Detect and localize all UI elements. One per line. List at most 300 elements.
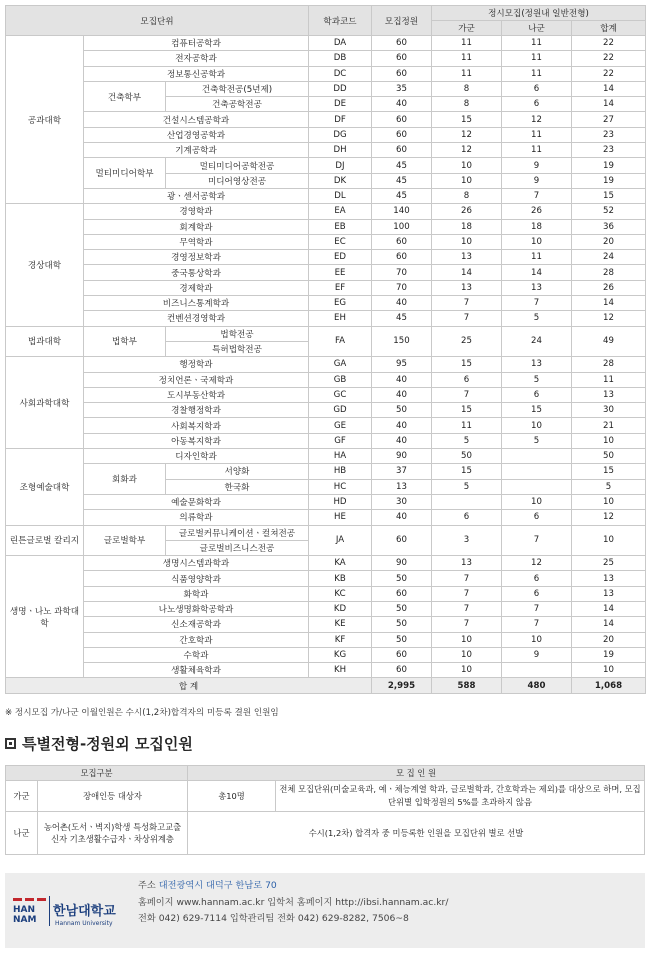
dept-ga: 3 bbox=[432, 525, 502, 556]
dept-code: HD bbox=[309, 494, 372, 509]
dept-na: 6 bbox=[502, 586, 572, 601]
dept-code: DF bbox=[309, 112, 372, 127]
dept-name: 화학과 bbox=[84, 586, 309, 601]
dept-quota: 70 bbox=[372, 280, 432, 295]
dept-ga: 7 bbox=[432, 601, 502, 616]
dept-na: 11 bbox=[502, 36, 572, 51]
table-row bbox=[6, 510, 646, 525]
dept-name: 경제학과 bbox=[84, 280, 309, 295]
dept-code: DJ bbox=[309, 158, 372, 173]
dept-ga: 13 bbox=[432, 250, 502, 265]
table-row bbox=[6, 663, 646, 678]
admission-link[interactable]: http://ibsi.hannam.ac.kr/ bbox=[335, 896, 449, 908]
dept-code: HA bbox=[309, 449, 372, 464]
dept-na: 24 bbox=[502, 326, 572, 357]
table-row bbox=[6, 112, 646, 127]
dept-name: 건축학전공(5년제) bbox=[166, 81, 309, 96]
dept-name: 글로벌비즈니스전공 bbox=[166, 540, 309, 555]
dept-code: HC bbox=[309, 479, 372, 494]
dept-name: 생명시스템과학과 bbox=[84, 556, 309, 571]
category-label: 농어촌(도서ㆍ벽지)학생 특성화고교출신자 기초생활수급자ㆍ차상위계층 bbox=[38, 812, 188, 855]
dept-sum: 13 bbox=[572, 387, 646, 402]
dept-quota: 60 bbox=[372, 112, 432, 127]
dept-ga: 6 bbox=[432, 510, 502, 525]
svg-text:한남대학교: 한남대학교 bbox=[53, 904, 116, 919]
dept-name: 예술문화학과 bbox=[84, 494, 309, 509]
table-row bbox=[6, 311, 646, 326]
table-row bbox=[6, 143, 646, 158]
college-name: 경상대학 bbox=[6, 204, 84, 326]
dept-na: 18 bbox=[502, 219, 572, 234]
dept-name: 중국통상학과 bbox=[84, 265, 309, 280]
dept-ga: 13 bbox=[432, 556, 502, 571]
dept-quota: 95 bbox=[372, 357, 432, 372]
table-row bbox=[6, 571, 646, 586]
dept-ga bbox=[432, 494, 502, 509]
dept-code: GD bbox=[309, 403, 372, 418]
table-row bbox=[6, 36, 646, 51]
dept-sum: 5 bbox=[572, 479, 646, 494]
dept-quota: 60 bbox=[372, 586, 432, 601]
dept-ga: 8 bbox=[432, 188, 502, 203]
svg-text:HAN: HAN bbox=[13, 905, 36, 915]
homepage-line bbox=[138, 895, 448, 912]
dept-ga: 8 bbox=[432, 81, 502, 96]
dept-sum: 15 bbox=[572, 464, 646, 479]
dept-name: 경영정보학과 bbox=[84, 250, 309, 265]
dept-sum: 14 bbox=[572, 601, 646, 616]
header-quota: 모집정원 bbox=[372, 6, 432, 36]
dept-ga: 10 bbox=[432, 663, 502, 678]
dept-quota: 45 bbox=[372, 173, 432, 188]
dept-code: DG bbox=[309, 127, 372, 142]
dept-sum: 23 bbox=[572, 143, 646, 158]
dept-name: 회계학과 bbox=[84, 219, 309, 234]
table-row bbox=[6, 781, 645, 812]
dept-quota: 40 bbox=[372, 97, 432, 112]
dept-code: GC bbox=[309, 387, 372, 402]
dept-code: EF bbox=[309, 280, 372, 295]
dept-quota: 50 bbox=[372, 632, 432, 647]
dept-quota: 40 bbox=[372, 372, 432, 387]
table-row bbox=[6, 418, 646, 433]
section-title-text: 특별전형-정원외 모집인원 bbox=[22, 735, 193, 753]
table-row bbox=[6, 494, 646, 509]
dept-ga: 7 bbox=[432, 571, 502, 586]
dept-code: DC bbox=[309, 66, 372, 81]
table-row bbox=[6, 250, 646, 265]
dept-code: GE bbox=[309, 418, 372, 433]
dept-name: 정보통신공학과 bbox=[84, 66, 309, 81]
dept-code: ED bbox=[309, 250, 372, 265]
team-phone-value: 042) 629-8282, 7506~8 bbox=[297, 913, 409, 924]
dept-code: DB bbox=[309, 51, 372, 66]
dept-name: 아동복지학과 bbox=[84, 433, 309, 448]
dept-ga: 10 bbox=[432, 173, 502, 188]
dept-name: 비즈니스통계학과 bbox=[84, 296, 309, 311]
total-ga: 588 bbox=[432, 678, 502, 693]
dept-code: EA bbox=[309, 204, 372, 219]
table-row bbox=[6, 812, 645, 855]
table-row bbox=[6, 556, 646, 571]
dept-ga: 15 bbox=[432, 464, 502, 479]
footer bbox=[5, 873, 645, 948]
dept-ga: 25 bbox=[432, 326, 502, 357]
dept-quota: 50 bbox=[372, 601, 432, 616]
dept-sum: 21 bbox=[572, 418, 646, 433]
table-row bbox=[6, 280, 646, 295]
dept-quota: 150 bbox=[372, 326, 432, 357]
dept-sum: 11 bbox=[572, 372, 646, 387]
total-sum: 1,068 bbox=[572, 678, 646, 693]
dept-code: HB bbox=[309, 464, 372, 479]
dept-ga: 11 bbox=[432, 66, 502, 81]
group-label: 가군 bbox=[6, 781, 38, 812]
description: 전체 모집단위(미술교육과, 예ㆍ체능계열 학과, 글로벌학과, 간호학과는 제외)를 대상으로 하며, 모집단위별 입학정원의 5%를 초과하지 않음 bbox=[276, 781, 645, 812]
dept-quota: 13 bbox=[372, 479, 432, 494]
dept-name: 경찰행정학과 bbox=[84, 403, 309, 418]
table-header bbox=[6, 6, 646, 36]
dept-sum: 19 bbox=[572, 158, 646, 173]
section-title bbox=[5, 733, 193, 754]
dept-sum: 22 bbox=[572, 66, 646, 81]
dept-sum: 24 bbox=[572, 250, 646, 265]
address-line bbox=[138, 878, 448, 895]
dept-quota: 40 bbox=[372, 296, 432, 311]
dept-quota: 37 bbox=[372, 464, 432, 479]
group-label: 나군 bbox=[6, 812, 38, 855]
division-name: 글로벌학부 bbox=[84, 525, 166, 556]
dept-ga: 5 bbox=[432, 479, 502, 494]
dept-code: DD bbox=[309, 81, 372, 96]
header-sum: 합계 bbox=[572, 21, 646, 36]
college-name: 법과대학 bbox=[6, 326, 84, 357]
dept-code: KH bbox=[309, 663, 372, 678]
dept-quota: 50 bbox=[372, 571, 432, 586]
dept-name: 특허법학전공 bbox=[166, 341, 309, 356]
dept-sum: 12 bbox=[572, 510, 646, 525]
table-row bbox=[6, 525, 646, 540]
dept-na: 9 bbox=[502, 158, 572, 173]
dept-name: 서양화 bbox=[166, 464, 309, 479]
dept-ga: 7 bbox=[432, 296, 502, 311]
dept-na: 11 bbox=[502, 127, 572, 142]
dept-name: 생활체육학과 bbox=[84, 663, 309, 678]
dept-name: 건축공학전공 bbox=[166, 97, 309, 112]
dept-na: 5 bbox=[502, 372, 572, 387]
division-name: 멀티미디어학부 bbox=[84, 158, 166, 189]
college-name: 공과대학 bbox=[6, 36, 84, 204]
header-ga: 가군 bbox=[432, 21, 502, 36]
dept-quota: 40 bbox=[372, 387, 432, 402]
admission-label: 입학처 홈페이지 bbox=[267, 896, 333, 908]
table-row bbox=[6, 219, 646, 234]
dept-na: 6 bbox=[502, 510, 572, 525]
hannam-logo-icon bbox=[13, 890, 133, 934]
dept-code: KC bbox=[309, 586, 372, 601]
total-row bbox=[6, 678, 646, 693]
dept-na: 7 bbox=[502, 601, 572, 616]
dept-name: 한국화 bbox=[166, 479, 309, 494]
dept-quota: 60 bbox=[372, 647, 432, 662]
dept-na: 10 bbox=[502, 418, 572, 433]
dept-quota: 30 bbox=[372, 494, 432, 509]
table-row bbox=[6, 632, 646, 647]
dept-sum: 23 bbox=[572, 127, 646, 142]
dept-sum: 14 bbox=[572, 81, 646, 96]
dept-quota: 60 bbox=[372, 525, 432, 556]
dept-na: 11 bbox=[502, 51, 572, 66]
dept-ga: 15 bbox=[432, 403, 502, 418]
count-label: 총10명 bbox=[188, 781, 276, 812]
dept-sum: 14 bbox=[572, 97, 646, 112]
table-row bbox=[6, 601, 646, 616]
dept-ga: 7 bbox=[432, 586, 502, 601]
dept-sum: 50 bbox=[572, 449, 646, 464]
dept-na: 13 bbox=[502, 357, 572, 372]
dept-ga: 7 bbox=[432, 387, 502, 402]
dept-quota: 70 bbox=[372, 265, 432, 280]
dept-code: EE bbox=[309, 265, 372, 280]
dept-ga: 18 bbox=[432, 219, 502, 234]
dept-name: 사회복지학과 bbox=[84, 418, 309, 433]
dept-sum: 13 bbox=[572, 586, 646, 601]
dept-name: 경영학과 bbox=[84, 204, 309, 219]
dept-sum: 30 bbox=[572, 403, 646, 418]
dept-name: 간호학과 bbox=[84, 632, 309, 647]
dept-na: 11 bbox=[502, 66, 572, 81]
dept-name: 미디어영상전공 bbox=[166, 173, 309, 188]
college-name: 조형예술대학 bbox=[6, 449, 84, 525]
admission-quota-table bbox=[5, 5, 646, 694]
table-row bbox=[6, 66, 646, 81]
dept-ga: 26 bbox=[432, 204, 502, 219]
dept-code: EH bbox=[309, 311, 372, 326]
dept-code: DK bbox=[309, 173, 372, 188]
address-value: 대전광역시 대덕구 한남로 70 bbox=[158, 880, 277, 891]
dept-sum: 14 bbox=[572, 296, 646, 311]
division-name: 법학부 bbox=[84, 326, 166, 357]
dept-quota: 50 bbox=[372, 617, 432, 632]
dept-ga: 50 bbox=[432, 449, 502, 464]
dept-sum: 25 bbox=[572, 556, 646, 571]
dept-na: 7 bbox=[502, 525, 572, 556]
table-row bbox=[6, 127, 646, 142]
dept-quota: 60 bbox=[372, 234, 432, 249]
dept-na bbox=[502, 479, 572, 494]
dept-ga: 6 bbox=[432, 372, 502, 387]
dept-code: KB bbox=[309, 571, 372, 586]
dept-code: DA bbox=[309, 36, 372, 51]
dept-name: 산업경영공학과 bbox=[84, 127, 309, 142]
dept-code: EB bbox=[309, 219, 372, 234]
dept-sum: 22 bbox=[572, 36, 646, 51]
division-name: 회화과 bbox=[84, 464, 166, 495]
dept-name: 디자인학과 bbox=[84, 449, 309, 464]
dept-name: 기계공학과 bbox=[84, 143, 309, 158]
dept-ga: 5 bbox=[432, 433, 502, 448]
dept-sum: 20 bbox=[572, 234, 646, 249]
dept-na: 10 bbox=[502, 632, 572, 647]
dept-na: 6 bbox=[502, 81, 572, 96]
dept-name: 건설시스템공학과 bbox=[84, 112, 309, 127]
table-row bbox=[6, 464, 646, 479]
dept-name: 무역학과 bbox=[84, 234, 309, 249]
header-category: 모집구분 bbox=[6, 766, 188, 781]
dept-quota: 60 bbox=[372, 143, 432, 158]
dept-na: 9 bbox=[502, 647, 572, 662]
table-row bbox=[6, 51, 646, 66]
dept-na: 13 bbox=[502, 280, 572, 295]
table-row bbox=[6, 357, 646, 372]
dept-na: 11 bbox=[502, 143, 572, 158]
table-row bbox=[6, 234, 646, 249]
homepage-link[interactable]: www.hannam.ac.kr bbox=[176, 896, 265, 908]
dept-name: 도시부동산학과 bbox=[84, 387, 309, 402]
dept-sum: 13 bbox=[572, 571, 646, 586]
dept-name: 멀티미디어공학전공 bbox=[166, 158, 309, 173]
dept-name: 법학전공 bbox=[166, 326, 309, 341]
dept-quota: 45 bbox=[372, 311, 432, 326]
dept-sum: 19 bbox=[572, 173, 646, 188]
dept-code: HE bbox=[309, 510, 372, 525]
college-name: 사회과학대학 bbox=[6, 357, 84, 449]
table-row bbox=[6, 403, 646, 418]
dept-quota: 40 bbox=[372, 418, 432, 433]
dept-quota: 90 bbox=[372, 449, 432, 464]
dept-ga: 15 bbox=[432, 112, 502, 127]
contact-info bbox=[138, 878, 448, 928]
dept-ga: 13 bbox=[432, 280, 502, 295]
dept-na: 14 bbox=[502, 265, 572, 280]
dept-sum: 22 bbox=[572, 51, 646, 66]
dept-na: 12 bbox=[502, 112, 572, 127]
dept-na: 6 bbox=[502, 97, 572, 112]
dept-code: KA bbox=[309, 556, 372, 571]
bullet-square-icon bbox=[5, 738, 16, 749]
dept-ga: 10 bbox=[432, 158, 502, 173]
dept-sum: 15 bbox=[572, 188, 646, 203]
dept-ga: 11 bbox=[432, 36, 502, 51]
dept-sum: 49 bbox=[572, 326, 646, 357]
dept-code: DL bbox=[309, 188, 372, 203]
table-row bbox=[6, 158, 646, 173]
dept-na: 10 bbox=[502, 234, 572, 249]
table-row bbox=[6, 265, 646, 280]
dept-name: 나노생명화학공학과 bbox=[84, 601, 309, 616]
total-quota: 2,995 bbox=[372, 678, 432, 693]
dept-code: GA bbox=[309, 357, 372, 372]
header-regular: 정시모집(정원내 일반전형) bbox=[432, 6, 646, 21]
table-row bbox=[6, 296, 646, 311]
dept-code: KD bbox=[309, 601, 372, 616]
dept-name: 컨벤션경영학과 bbox=[84, 311, 309, 326]
dept-sum: 10 bbox=[572, 433, 646, 448]
dept-name: 전자공학과 bbox=[84, 51, 309, 66]
dept-quota: 45 bbox=[372, 188, 432, 203]
dept-na: 7 bbox=[502, 296, 572, 311]
table-row bbox=[6, 81, 646, 96]
dept-name: 신소재공학과 bbox=[84, 617, 309, 632]
dept-sum: 52 bbox=[572, 204, 646, 219]
dept-na: 7 bbox=[502, 188, 572, 203]
table-row bbox=[6, 586, 646, 601]
dept-ga: 12 bbox=[432, 127, 502, 142]
dept-na: 12 bbox=[502, 556, 572, 571]
dept-na: 10 bbox=[502, 494, 572, 509]
dept-name: 광ㆍ센서공학과 bbox=[84, 188, 309, 203]
dept-code: JA bbox=[309, 525, 372, 556]
total-na: 480 bbox=[502, 678, 572, 693]
dept-quota: 40 bbox=[372, 510, 432, 525]
dept-na: 6 bbox=[502, 387, 572, 402]
table-row bbox=[6, 617, 646, 632]
dept-sum: 10 bbox=[572, 525, 646, 556]
dept-quota: 60 bbox=[372, 250, 432, 265]
svg-text:Hannam University: Hannam University bbox=[55, 920, 113, 927]
svg-text:NAM: NAM bbox=[13, 915, 37, 925]
dept-quota: 45 bbox=[372, 158, 432, 173]
dept-sum: 10 bbox=[572, 494, 646, 509]
table-row bbox=[6, 326, 646, 341]
dept-quota: 100 bbox=[372, 219, 432, 234]
dept-sum: 28 bbox=[572, 357, 646, 372]
dept-code: KF bbox=[309, 632, 372, 647]
dept-na: 26 bbox=[502, 204, 572, 219]
table-row bbox=[6, 372, 646, 387]
dept-sum: 26 bbox=[572, 280, 646, 295]
dept-code: KE bbox=[309, 617, 372, 632]
footnote: ※ 정시모집 가/나군 이월인원은 수시(1,2차)합격자의 미등록 결원 인원임 bbox=[5, 708, 279, 718]
dept-ga: 11 bbox=[432, 418, 502, 433]
dept-quota: 35 bbox=[372, 81, 432, 96]
dept-na bbox=[502, 663, 572, 678]
dept-sum: 12 bbox=[572, 311, 646, 326]
dept-name: 글로벌커뮤니케이션ㆍ컬쳐전공 bbox=[166, 525, 309, 540]
university-logo bbox=[13, 890, 133, 934]
table-row bbox=[6, 647, 646, 662]
dept-ga: 8 bbox=[432, 97, 502, 112]
phone-label: 전화 bbox=[138, 913, 156, 924]
dept-na bbox=[502, 464, 572, 479]
table-row bbox=[6, 188, 646, 203]
dept-quota: 140 bbox=[372, 204, 432, 219]
dept-quota: 60 bbox=[372, 36, 432, 51]
dept-code: GF bbox=[309, 433, 372, 448]
dept-code: GB bbox=[309, 372, 372, 387]
dept-na: 11 bbox=[502, 250, 572, 265]
dept-name: 수학과 bbox=[84, 647, 309, 662]
dept-code: EG bbox=[309, 296, 372, 311]
dept-name: 행정학과 bbox=[84, 357, 309, 372]
dept-ga: 12 bbox=[432, 143, 502, 158]
dept-code: DH bbox=[309, 143, 372, 158]
dept-code: FA bbox=[309, 326, 372, 357]
dept-name: 정치언론ㆍ국제학과 bbox=[84, 372, 309, 387]
phone-value: 042) 629-7114 bbox=[158, 913, 227, 924]
dept-na bbox=[502, 449, 572, 464]
dept-name: 식품영양학과 bbox=[84, 571, 309, 586]
dept-ga: 14 bbox=[432, 265, 502, 280]
total-label: 합 계 bbox=[6, 678, 372, 693]
homepage-label: 홈페이지 bbox=[138, 896, 174, 908]
dept-sum: 20 bbox=[572, 632, 646, 647]
dept-quota: 50 bbox=[372, 403, 432, 418]
dept-ga: 10 bbox=[432, 647, 502, 662]
header-na: 나군 bbox=[502, 21, 572, 36]
division-name: 건축학부 bbox=[84, 81, 166, 112]
phone-line bbox=[138, 911, 448, 928]
